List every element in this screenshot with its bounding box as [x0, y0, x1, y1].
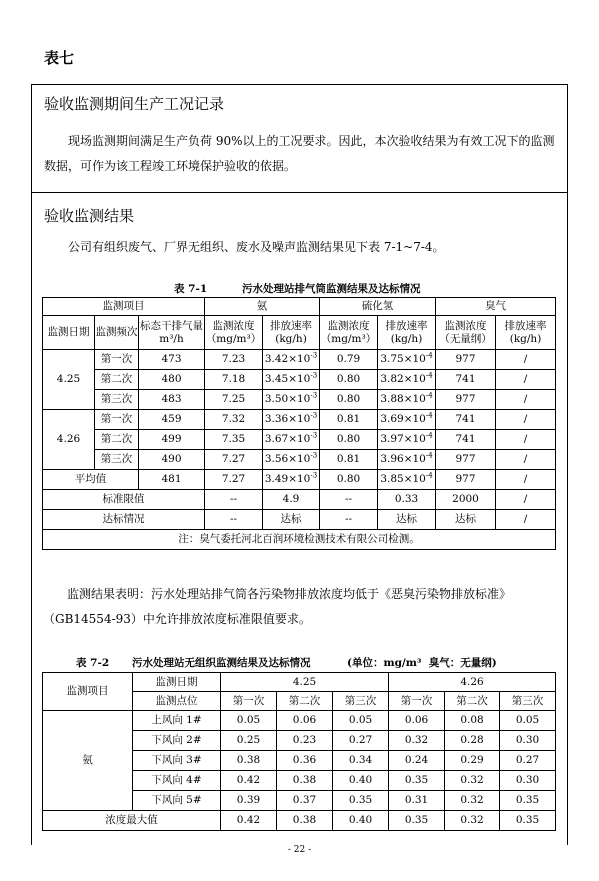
t2-cell: 0.05	[333, 711, 389, 731]
t2-cell: 0.37	[277, 791, 333, 811]
t1-cell: 7.35	[205, 430, 263, 450]
t1-cell: /	[496, 390, 556, 410]
table1-caption-number: 表 7-1	[174, 283, 208, 295]
production-paragraph: 现场监测期间满足生产负荷 90%以上的工况要求。因此，本次验收结果为有效工况下的监测数据，可作为该工程竣工环境保护验收的依据。	[44, 134, 555, 173]
t1-note: 注：臭气委托河北百润环境检测技术有限公司检测。	[43, 530, 556, 550]
t1-cell: 达标	[436, 510, 496, 530]
t1-cell: 741	[436, 410, 496, 430]
t1-cell: 第三次	[95, 390, 139, 410]
t1-cell: 0.81	[320, 410, 378, 430]
t1-cell: 977	[436, 450, 496, 470]
t2-point: 上风向 1#	[133, 711, 221, 731]
t2-cell: 0.39	[221, 791, 277, 811]
t2-cell: 0.38	[277, 811, 333, 831]
t2-max-label: 浓度最大值	[43, 811, 221, 831]
t1-cell: 7.25	[205, 390, 263, 410]
t2-head-point-label: 监测点位	[133, 692, 221, 711]
t1-cell: 741	[436, 430, 496, 450]
t1-head-item: 监测项目	[43, 298, 205, 316]
t1-avg-label: 平均值	[43, 470, 139, 490]
t2-point: 下风向 3#	[133, 751, 221, 771]
t1-cell: 499	[139, 430, 205, 450]
t2-cell: 0.25	[221, 731, 277, 751]
t1-cell: --	[205, 490, 263, 510]
t1-cell: $3.75\times 10^{-4}$	[378, 350, 436, 370]
t1-cell: /	[496, 450, 556, 470]
t2-head-time: 第一次	[389, 692, 445, 711]
t1-cell: 第一次	[95, 410, 139, 430]
t1-cell: $3.97\times 10^{-4}$	[378, 430, 436, 450]
t2-cell: 0.06	[389, 711, 445, 731]
t2-head-time: 第二次	[277, 692, 333, 711]
t2-head-date2: 4.26	[389, 673, 556, 692]
t1-cell: $3.85\times 10^{-4}$	[378, 470, 436, 490]
t2-cell: 0.32	[445, 771, 500, 791]
t1-date-cell: 4.26	[43, 410, 95, 470]
t1-cell: 473	[139, 350, 205, 370]
t1-cell: /	[496, 430, 556, 450]
t1-cell: 7.27	[205, 450, 263, 470]
t2-head-time: 第三次	[500, 692, 556, 711]
t1-cell: 0.80	[320, 370, 378, 390]
t1-cell: /	[496, 510, 556, 530]
t1-cell: 483	[139, 390, 205, 410]
t1-cell: $3.45\times 10^{-3}$	[263, 370, 320, 390]
t1-cell: 490	[139, 450, 205, 470]
t2-cell: 0.30	[500, 731, 556, 751]
t1-cell: 2000	[436, 490, 496, 510]
section-title-production: 验收监测期间生产工况记录	[44, 95, 225, 113]
t2-cell: 0.35	[389, 811, 445, 831]
t1-date-cell: 4.25	[43, 350, 95, 410]
table2-caption-number: 表 7-2	[76, 657, 110, 669]
t2-cell: 0.23	[277, 731, 333, 751]
t1-cell: 0.80	[320, 390, 378, 410]
t1-cell: 0.80	[320, 430, 378, 450]
t2-cell: 0.35	[500, 791, 556, 811]
t1-cell: $3.67\times 10^{-3}$	[263, 430, 320, 450]
t1-cell: /	[496, 470, 556, 490]
t2-cell: 0.30	[500, 771, 556, 791]
t1-cell: $3.36\times 10^{-3}$	[263, 410, 320, 430]
t1-head-h2s-conc: 监测浓度（mg/m³）	[320, 316, 378, 350]
t1-cell: /	[496, 490, 556, 510]
t2-cell: 0.38	[221, 751, 277, 771]
section-title-results: 验收监测结果	[44, 207, 135, 225]
t2-cell: 0.24	[389, 751, 445, 771]
section-divider	[32, 192, 567, 193]
t1-cell: 977	[436, 470, 496, 490]
t1-cell: 0.80	[320, 470, 378, 490]
t1-cell: 741	[436, 370, 496, 390]
t2-cell: 0.40	[333, 811, 389, 831]
t1-cell: $3.82\times 10^{-4}$	[378, 370, 436, 390]
t1-limit-label: 标准限值	[43, 490, 205, 510]
t2-cell: 0.32	[389, 731, 445, 751]
t1-head-h2s: 硫化氢	[320, 298, 436, 316]
t1-cell: 达标	[263, 510, 320, 530]
t2-head-date-label: 监测日期	[133, 673, 221, 692]
t2-cell: 0.35	[389, 771, 445, 791]
t1-head-odor-rate: 排放速率(kg/h)	[496, 316, 556, 350]
t2-cell: 0.29	[445, 751, 500, 771]
t1-head-freq: 监测频次	[95, 316, 139, 350]
t2-cell: 0.42	[221, 771, 277, 791]
t1-cell: $3.69\times 10^{-4}$	[378, 410, 436, 430]
t1-cell: $3.50\times 10^{-3}$	[263, 390, 320, 410]
t1-head-date: 监测日期	[43, 316, 95, 350]
t2-cell: 0.35	[500, 811, 556, 831]
t1-cell: 第三次	[95, 450, 139, 470]
t1-cell: 480	[139, 370, 205, 390]
t1-cell: 0.33	[378, 490, 436, 510]
t1-cell: 7.32	[205, 410, 263, 430]
table-7-1	[42, 297, 556, 550]
t1-head-odor: 臭气	[436, 298, 556, 316]
t1-cell: $3.56\times 10^{-3}$	[263, 450, 320, 470]
t2-cell: 0.38	[277, 771, 333, 791]
t1-cell: /	[496, 370, 556, 390]
table1-caption-title: 污水处理站排气筒监测结果及达标情况	[242, 283, 421, 295]
t2-cell: 0.31	[389, 791, 445, 811]
t1-cell: --	[205, 510, 263, 530]
t1-cell: 0.81	[320, 450, 378, 470]
t1-head-ammonia: 氨	[205, 298, 320, 316]
t2-cell: 0.27	[333, 731, 389, 751]
table2-caption-unit: (单位：mg/m³ 臭气：无量纲)	[347, 657, 497, 669]
t1-cell: 481	[139, 470, 205, 490]
t2-head-time: 第一次	[221, 692, 277, 711]
t1-cell: --	[320, 510, 378, 530]
t1-head-nh3-conc: 监测浓度（mg/m³）	[205, 316, 263, 350]
t2-head-time: 第二次	[445, 692, 500, 711]
t2-head-time: 第三次	[333, 692, 389, 711]
t2-point: 下风向 2#	[133, 731, 221, 751]
t2-cell: 0.32	[445, 811, 500, 831]
t1-cell: $3.49\times 10^{-3}$	[263, 470, 320, 490]
table-7-2	[42, 672, 556, 831]
t1-cell: /	[496, 410, 556, 430]
conclusion-paragraph: 监测结果表明：污水处理站排气筒各污染物排放浓度均低于《恶臭污染物排放标准》（GB14554-93）中允许排放浓度标准限值要求。	[43, 587, 512, 626]
t2-cell: 0.05	[221, 711, 277, 731]
t1-cell: $3.96\times 10^{-4}$	[378, 450, 436, 470]
t1-cell: 达标	[378, 510, 436, 530]
t1-compliance-label: 达标情况	[43, 510, 205, 530]
results-intro: 公司有组织废气、厂界无组织、废水及噪声监测结果见下表 7-1~7-4。	[68, 240, 445, 254]
t2-cell: 0.06	[277, 711, 333, 731]
t2-cell: 0.40	[333, 771, 389, 791]
t1-cell: 977	[436, 350, 496, 370]
t2-cell: 0.32	[445, 791, 500, 811]
t2-point: 下风向 5#	[133, 791, 221, 811]
t2-head-date1: 4.25	[221, 673, 389, 692]
t1-head-flow: 标态干排气量 m³/h	[139, 316, 205, 350]
t2-cell: 0.28	[445, 731, 500, 751]
t2-cell: 0.36	[277, 751, 333, 771]
t1-head-h2s-rate: 排放速率(kg/h)	[378, 316, 436, 350]
t1-cell: --	[320, 490, 378, 510]
t1-head-nh3-rate: 排放速率(kg/h)	[263, 316, 320, 350]
t1-cell: $3.42\times 10^{-3}$	[263, 350, 320, 370]
t2-head-item: 监测项目	[43, 673, 133, 711]
t2-cell: 0.05	[500, 711, 556, 731]
t2-point: 下风向 4#	[133, 771, 221, 791]
t1-cell: $3.88\times 10^{-4}$	[378, 390, 436, 410]
t1-cell: 第二次	[95, 430, 139, 450]
t2-cell: 0.34	[333, 751, 389, 771]
table2-caption-title: 污水处理站无组织监测结果及达标情况	[132, 657, 311, 669]
t1-cell: 7.18	[205, 370, 263, 390]
t1-cell: 459	[139, 410, 205, 430]
t1-cell: /	[496, 350, 556, 370]
t1-cell: 0.79	[320, 350, 378, 370]
page-label: 表七	[44, 49, 75, 67]
t1-cell: 977	[436, 390, 496, 410]
t1-cell: 7.27	[205, 470, 263, 490]
t1-cell: 第二次	[95, 370, 139, 390]
t2-cell: 0.08	[445, 711, 500, 731]
t2-pollutant: 氨	[43, 711, 133, 811]
t1-head-odor-conc: 监测浓度（无量纲）	[436, 316, 496, 350]
t1-cell: 第一次	[95, 350, 139, 370]
t2-cell: 0.27	[500, 751, 556, 771]
t1-cell: 4.9	[263, 490, 320, 510]
t2-cell: 0.35	[333, 791, 389, 811]
t1-cell: 7.23	[205, 350, 263, 370]
page-number: - 22 -	[287, 845, 312, 855]
t2-cell: 0.42	[221, 811, 277, 831]
